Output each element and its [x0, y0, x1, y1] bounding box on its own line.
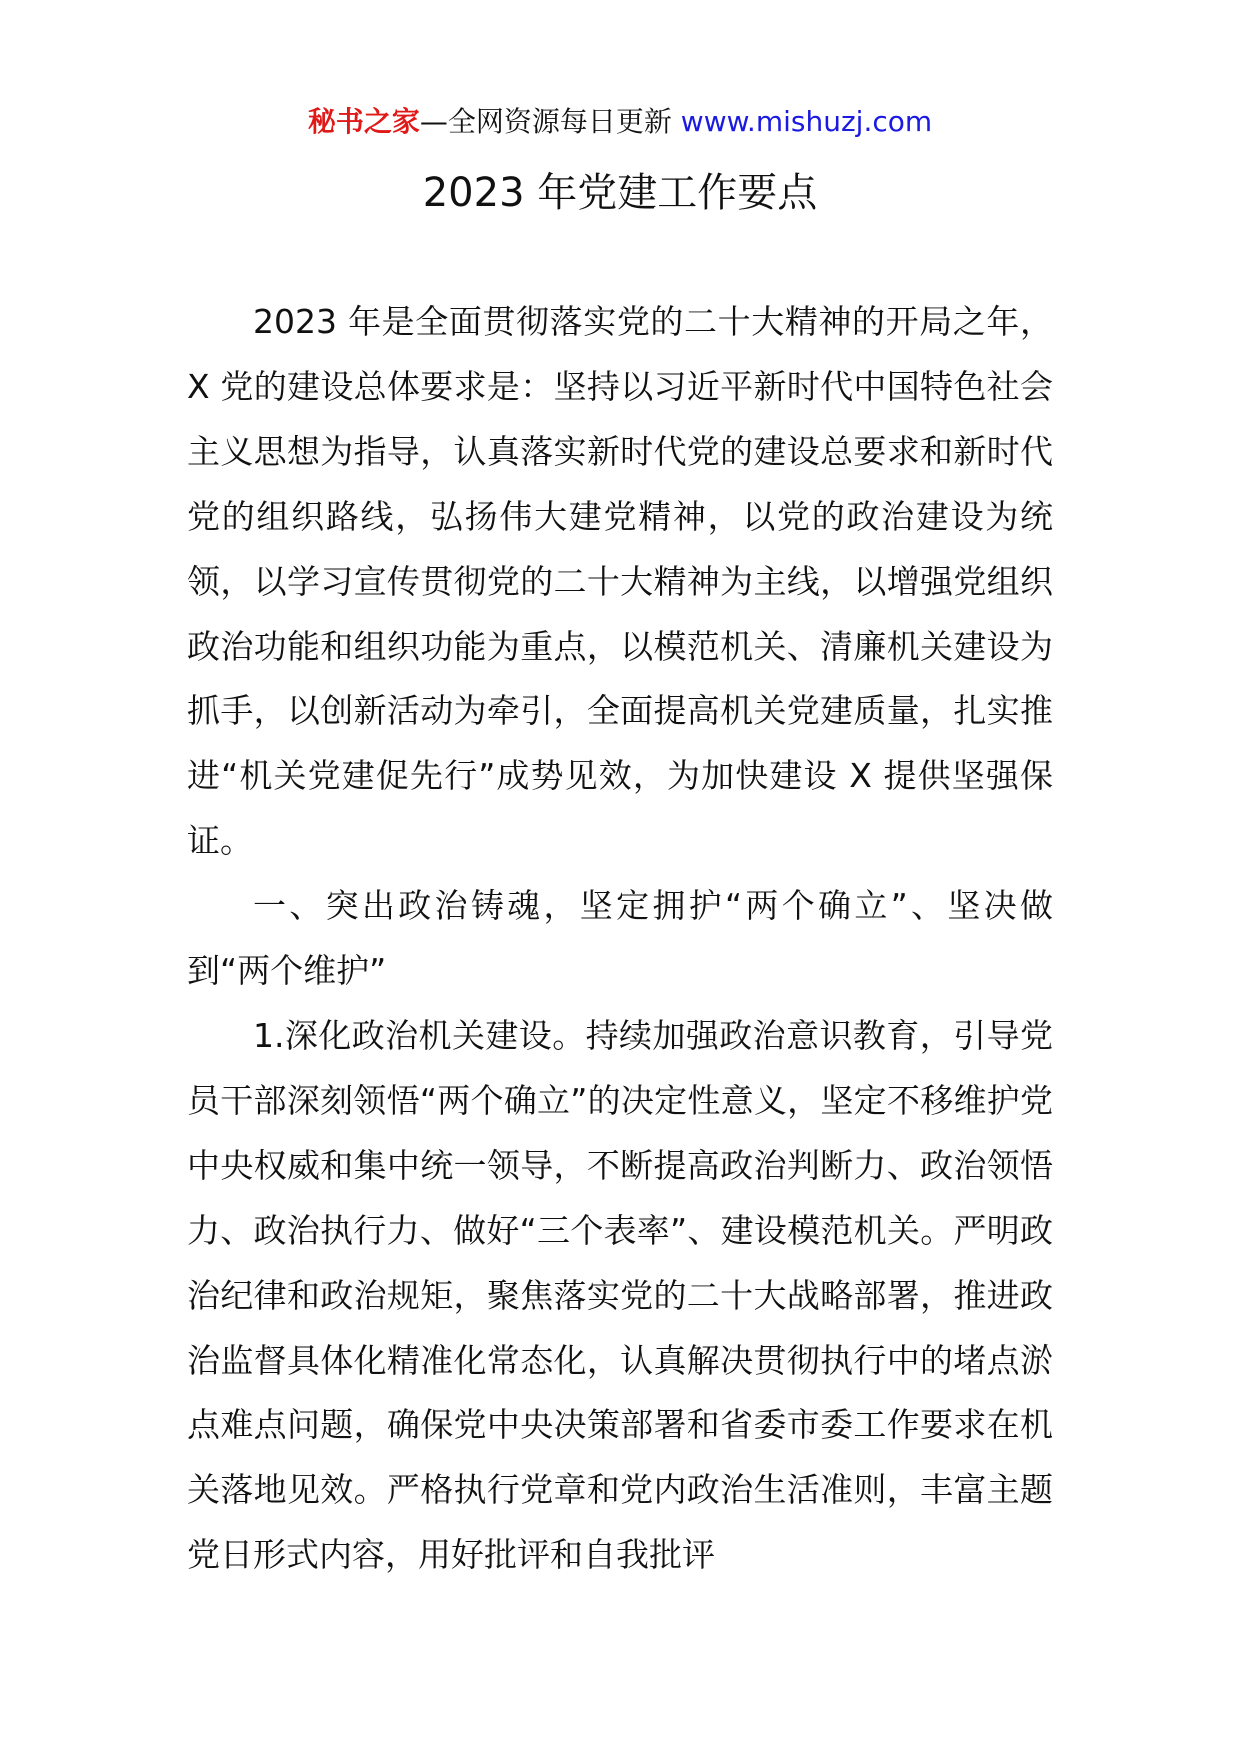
- site-tagline: —全网资源每日更新: [419, 105, 672, 138]
- site-url-link[interactable]: www.mishuzj.com: [680, 105, 933, 138]
- document-body: [187, 290, 1053, 1588]
- intro-paragraph: 2023 年是全面贯彻落实党的二十大精神的开局之年，X 党的建设总体要求是：坚持以习近平新时代中国特色社会主义思想为指导，认真落实新时代党的建设总要求和新时代党的组织路线，弘扬伟大建党精神，以党的政治建设为统领，以学习宣传贯彻党的二十大精神为主线，以增强党组织政治功能和组织功能为重点，以模范机关、清廉机关建设为抓手，以创新活动为牵引，全面提高机关党建质量，扎实推进“机关党建促先行”成势见效，为加快建设 X 提供坚强保证。: [187, 302, 1053, 861]
- site-header: [0, 100, 1240, 144]
- document-title: 2023 年党建工作要点: [422, 170, 818, 216]
- body-paragraph: 1.深化政治机关建设。持续加强政治意识教育，引导党员干部深刻领悟“两个确立”的决定性意义，坚定不移维护党中央权威和集中统一领导，不断提高政治判断力、政治领悟力、政治执行力、做好“三个表率”、建设模范机关。严明政治纪律和政治规矩，聚焦落实党的二十大战略部署，推进政治监督具体化精准化常态化，认真解决贯彻执行中的堵点淤点难点问题，确保党中央决策部署和省委市委工作要求在机关落地见效。严格执行党章和党内政治生活准则，丰富主题党日形式内容，用好批评和自我批评: [187, 1015, 1053, 1575]
- section-heading: 一、突出政治铸魂，坚定拥护“两个确立”、坚决做到“两个维护”: [187, 886, 1053, 991]
- site-brand: 秘书之家: [307, 105, 420, 138]
